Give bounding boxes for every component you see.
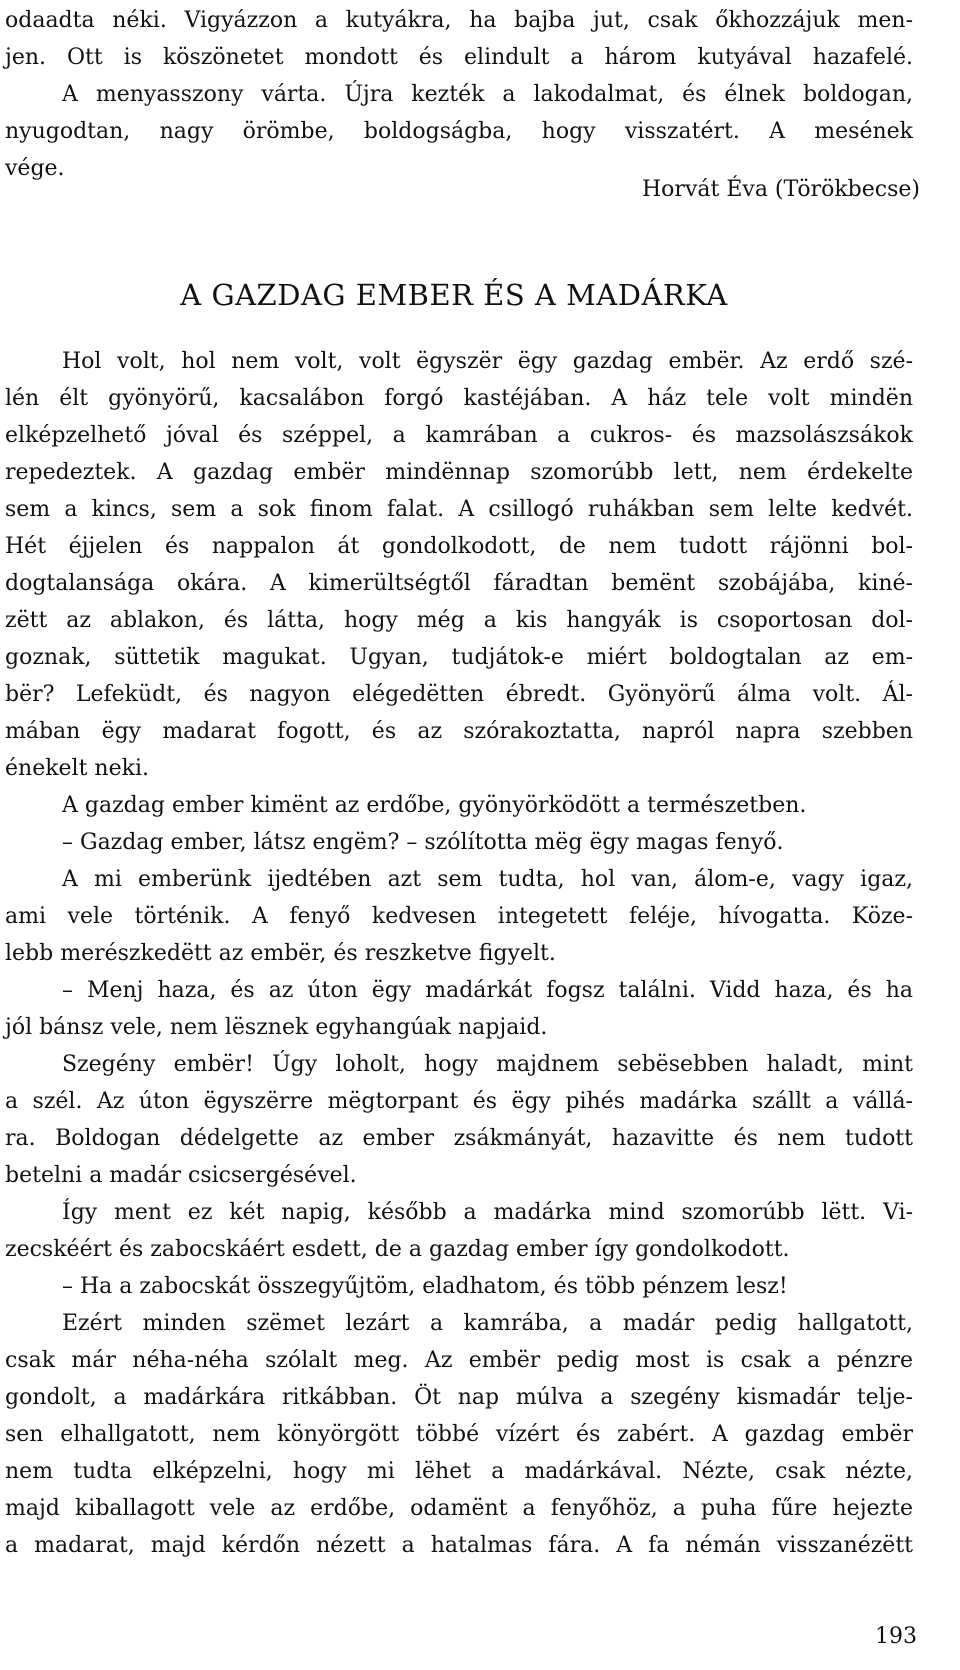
text-line: nem tudta elképzelni, hogy mi lëhet a madárkával. Nézte, csak nézte,: [5, 1459, 913, 1484]
text-line: sem a kincs, sem a sok finom falat. A csillogó ruhákban sem lelte kedvét.: [5, 497, 913, 522]
text-line: dogtalansága okára. A kimerültségtől fáradtan bemënt szobájába, kiné-: [5, 571, 913, 596]
text-line: elképzelhető jóval és széppel, a kamrában a cukros- és mazsolászsákok: [5, 423, 913, 448]
text-line: lebb merészkedëtt az embër, és reszketve figyelt.: [5, 941, 556, 966]
text-line: – Ha a zabocskát összegyűjtöm, eladhatom, és több pénzem lesz!: [62, 1274, 788, 1299]
text-line: énekelt neki.: [5, 756, 149, 781]
text-line: betelni a madár csicsergésével.: [5, 1163, 357, 1188]
text-line: Így ment ez két napig, később a madárka mind szomorúbb lëtt. Vi-: [62, 1200, 913, 1225]
text-line: Hol volt, hol nem volt, volt ëgyszër ëgy gazdag embër. Az erdő szé-: [62, 349, 913, 374]
text-line: vége.: [5, 156, 65, 181]
text-line: Ezért minden szëmet lezárt a kamrába, a madár pedig hallgatott,: [62, 1311, 913, 1336]
text-line: csak már néha-néha szólalt meg. Az embër pedig most is csak a pénzre: [5, 1348, 913, 1373]
page-number: 193: [875, 1624, 917, 1649]
text-line: repedeztek. A gazdag embër mindënnap szomorúbb lett, nem érdekelte: [5, 460, 913, 485]
text-line: A gazdag ember kimënt az erdőbe, gyönyörködött a természetben.: [62, 793, 807, 818]
text-line: ami vele történik. A fenyő kedvesen integetett feléje, hívogatta. Köze-: [5, 904, 913, 929]
text-line: Szegény embër! Úgy loholt, hogy majdnem sebësebben haladt, mint: [62, 1052, 913, 1077]
text-line: A menyasszony várta. Újra kezték a lakodalmat, és élnek boldogan,: [62, 82, 913, 107]
text-line: – Menj haza, és az úton ëgy madárkát fogsz találni. Vidd haza, és ha: [62, 978, 913, 1003]
text-line: Hét éjjelen és nappalon át gondolkodott, de nem tudott rájönni bol-: [5, 534, 913, 559]
text-line: zecskéért és zabocskáért esdett, de a gazdag ember így gondolkodott.: [5, 1237, 790, 1262]
text-line: gondolt, a madárkára ritkábban. Öt nap múlva a szegény kismadár telje-: [5, 1385, 913, 1410]
text-line: nyugodtan, nagy örömbe, boldogságba, hogy visszatért. A mesének: [5, 119, 913, 144]
text-line: bër? Lefeküdt, és nagyon elégedëtten ébredt. Gyönyörű álma volt. Ál-: [5, 682, 913, 707]
text-line: a madarat, majd kérdőn nézett a hatalmas fára. A fa némán visszanézëtt: [5, 1533, 913, 1558]
text-line: lén élt gyönyörű, kacsalábon forgó kastéjában. A ház tele volt mindën: [5, 386, 913, 411]
text-line: jól bánsz vele, nem lësznek egyhangúak napjaid.: [5, 1015, 548, 1040]
text-line: zëtt az ablakon, és látta, hogy még a kis hangyák is csoportosan dol-: [5, 608, 913, 633]
text-line: jen. Ott is köszönetet mondott és elindult a három kutyával hazafelé.: [5, 45, 913, 70]
text-line: – Gazdag ember, látsz engëm? – szólította mëg ëgy magas fenyő.: [62, 830, 784, 855]
text-line: odaadta néki. Vigyázzon a kutyákra, ha bajba jut, csak őkhozzájuk men-: [5, 8, 913, 33]
text-line: mában ëgy madarat fogott, és az szórakoztatta, napról napra szebben: [5, 719, 913, 744]
text-line: sen elhallgatott, nem könyörgött többé vízért és zabért. A gazdag embër: [5, 1422, 913, 1447]
story-attribution: Horvát Éva (Törökbecse): [642, 177, 920, 202]
text-line: A mi emberünk ijedtében azt sem tudta, hol van, álom-e, vagy igaz,: [62, 867, 913, 892]
story-body: [5, 343, 913, 1564]
text-line: goznak, süttetik magukat. Ugyan, tudjátok-e miért boldogtalan az em-: [5, 645, 913, 670]
story-title: A GAZDAG EMBER ÉS A MADÁRKA: [180, 278, 728, 312]
text-line: majd kiballagott vele az erdőbe, odamënt a fenyőhöz, a puha fűre hejezte: [5, 1496, 913, 1521]
text-line: a szél. Az úton ëgyszërre mëgtorpant és ëgy pihés madárka szállt a vállá-: [5, 1089, 913, 1114]
previous-story-ending: [5, 2, 913, 187]
text-line: ra. Boldogan dédelgette az ember zsákmányát, hazavitte és nem tudott: [5, 1126, 913, 1151]
